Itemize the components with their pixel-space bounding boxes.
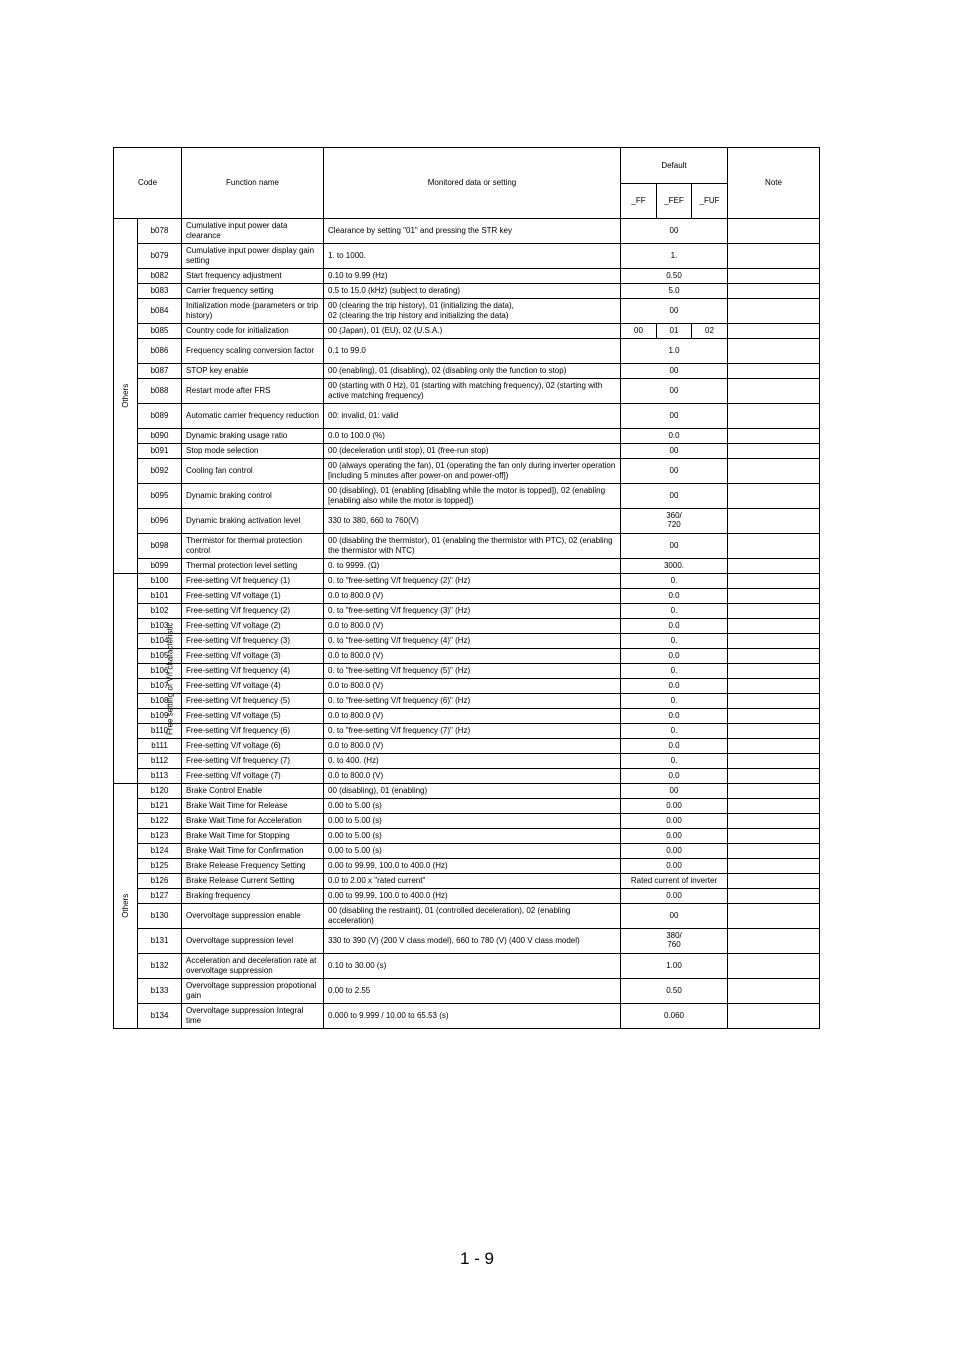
setting-cell: 0.00 to 99.99, 100.0 to 400.0 (Hz) [324, 859, 621, 874]
note-cell [728, 739, 820, 754]
note-cell [728, 709, 820, 724]
table-row [114, 874, 820, 889]
table-row [114, 649, 820, 664]
table-row [114, 339, 820, 364]
note-cell [728, 509, 820, 534]
setting-cell: 0. to "free-setting V/f frequency (7)" (Hz) [324, 724, 621, 739]
setting-cell: 0.0 to 800.0 (V) [324, 709, 621, 724]
default-cell: 3000. [621, 559, 728, 574]
table-row [114, 679, 820, 694]
table-row [114, 829, 820, 844]
note-cell [728, 694, 820, 709]
note-cell [728, 269, 820, 284]
note-cell [728, 649, 820, 664]
note-cell [728, 244, 820, 269]
table-row [114, 844, 820, 859]
default-cell: 0.00 [621, 844, 728, 859]
note-cell [728, 874, 820, 889]
setting-cell: 00 (disabling), 01 (enabling [disabling while the motor is topped]), 02 (enabling [enabling also while the motor is topped]) [324, 484, 621, 509]
note-cell [728, 799, 820, 814]
setting-cell: 0.00 to 99.99, 100.0 to 400.0 (Hz) [324, 889, 621, 904]
code-cell: b078 [138, 219, 182, 244]
default-cell: 02 [692, 324, 728, 339]
default-cell: 00 [621, 534, 728, 559]
default-cell: 00 [621, 379, 728, 404]
function-name-cell: Dynamic braking usage ratio [182, 429, 324, 444]
function-name-cell: Dynamic braking control [182, 484, 324, 509]
table-row [114, 954, 820, 979]
default-cell: 0. [621, 754, 728, 769]
setting-cell: 330 to 380, 660 to 760(V) [324, 509, 621, 534]
table-row [114, 694, 820, 709]
code-cell: b089 [138, 404, 182, 429]
default-cell: 0.00 [621, 799, 728, 814]
function-name-cell: Brake Wait Time for Release [182, 799, 324, 814]
note-cell [728, 784, 820, 799]
setting-cell: 00 (always operating the fan), 01 (operating the fan only during inverter operation [including 5 minutes after power-on and power-off]) [324, 459, 621, 484]
function-name-cell: Brake Wait Time for Stopping [182, 829, 324, 844]
setting-cell: 0.0 to 800.0 (V) [324, 679, 621, 694]
default-cell: 0. [621, 634, 728, 649]
code-cell: b103 [138, 619, 182, 634]
default-cell: 0.0 [621, 649, 728, 664]
code-cell: b134 [138, 1004, 182, 1029]
note-cell [728, 284, 820, 299]
code-cell: b096 [138, 509, 182, 534]
table-row [114, 1004, 820, 1029]
default-cell: 0.0 [621, 679, 728, 694]
default-cell: 1. [621, 244, 728, 269]
code-cell: b113 [138, 769, 182, 784]
table-row [114, 379, 820, 404]
function-name-cell: Brake Release Frequency Setting [182, 859, 324, 874]
setting-cell: 0. to 9999. (Ω) [324, 559, 621, 574]
table-row [114, 284, 820, 299]
setting-cell: 0.1 to 99.0 [324, 339, 621, 364]
group-label-cell [114, 219, 138, 574]
function-name-cell: STOP key enable [182, 364, 324, 379]
note-cell [728, 589, 820, 604]
table-row [114, 574, 820, 589]
code-cell: b106 [138, 664, 182, 679]
note-cell [728, 1004, 820, 1029]
table-row [114, 929, 820, 954]
table-row [114, 269, 820, 284]
code-cell: b087 [138, 364, 182, 379]
table-row [114, 709, 820, 724]
setting-cell: 0.00 to 5.00 (s) [324, 799, 621, 814]
code-cell: b123 [138, 829, 182, 844]
setting-cell: 0.00 to 5.00 (s) [324, 829, 621, 844]
note-cell [728, 859, 820, 874]
function-name-cell: Automatic carrier frequency reduction [182, 404, 324, 429]
setting-cell: 00 (clearing the trip history), 01 (initializing the data), 02 (clearing the trip history and initializing the data) [324, 299, 621, 324]
default-cell: 00 [621, 904, 728, 929]
setting-cell: 00 (deceleration until stop), 01 (free-run stop) [324, 444, 621, 459]
code-cell: b122 [138, 814, 182, 829]
code-cell: b131 [138, 929, 182, 954]
note-cell [728, 679, 820, 694]
function-name-cell: Cumulative input power display gain setting [182, 244, 324, 269]
default-cell: 0.0 [621, 709, 728, 724]
note-cell [728, 299, 820, 324]
code-cell: b133 [138, 979, 182, 1004]
default-cell: Rated current of inverter [621, 874, 728, 889]
note-cell [728, 664, 820, 679]
setting-cell: 00 (Japan), 01 (EU), 02 (U.S.A.) [324, 324, 621, 339]
note-cell [728, 219, 820, 244]
default-header: Default [621, 148, 728, 184]
default-cell: 0.00 [621, 814, 728, 829]
code-cell: b130 [138, 904, 182, 929]
code-cell: b086 [138, 339, 182, 364]
default-fuf-header: _FUF [692, 184, 728, 219]
function-name-cell: Cooling fan control [182, 459, 324, 484]
setting-cell: 0. to "free-setting V/f frequency (2)" (Hz) [324, 574, 621, 589]
setting-cell: 0.000 to 9.999 / 10.00 to 65.53 (s) [324, 1004, 621, 1029]
function-name-cell: Free-setting V/f frequency (5) [182, 694, 324, 709]
code-cell: b132 [138, 954, 182, 979]
default-cell: 0.0 [621, 619, 728, 634]
default-cell: 360/ 720 [621, 509, 728, 534]
code-cell: b124 [138, 844, 182, 859]
code-cell: b105 [138, 649, 182, 664]
code-cell: b112 [138, 754, 182, 769]
code-cell: b126 [138, 874, 182, 889]
table-row [114, 979, 820, 1004]
setting-cell: 0. to "free-setting V/f frequency (6)" (Hz) [324, 694, 621, 709]
note-cell [728, 429, 820, 444]
code-cell: b082 [138, 269, 182, 284]
note-cell [728, 634, 820, 649]
setting-cell: Clearance by setting "01" and pressing the STR key [324, 219, 621, 244]
table-row [114, 769, 820, 784]
setting-cell: 0.0 to 800.0 (V) [324, 739, 621, 754]
function-name-cell: Free-setting V/f frequency (6) [182, 724, 324, 739]
code-cell: b090 [138, 429, 182, 444]
function-name-cell: Brake Control Enable [182, 784, 324, 799]
function-name-cell: Free-setting V/f voltage (3) [182, 649, 324, 664]
note-cell [728, 364, 820, 379]
function-name-cell: Brake Wait Time for Confirmation [182, 844, 324, 859]
code-cell: b083 [138, 284, 182, 299]
table-row [114, 429, 820, 444]
default-cell: 00 [621, 219, 728, 244]
note-cell [728, 954, 820, 979]
default-cell: 0. [621, 604, 728, 619]
function-name-cell: Overvoltage suppression enable [182, 904, 324, 929]
default-ff-header: _FF [621, 184, 657, 219]
code-cell: b088 [138, 379, 182, 404]
setting-cell: 0.5 to 15.0 (kHz) (subject to derating) [324, 284, 621, 299]
note-cell [728, 844, 820, 859]
note-cell [728, 889, 820, 904]
default-cell: 00 [621, 484, 728, 509]
page-number: 1 - 9 [459, 1249, 495, 1268]
note-cell [728, 769, 820, 784]
setting-cell: 0.00 to 5.00 (s) [324, 814, 621, 829]
default-cell: 380/ 760 [621, 929, 728, 954]
setting-cell: 0.0 to 800.0 (V) [324, 619, 621, 634]
function-name-cell: Frequency scaling conversion factor [182, 339, 324, 364]
default-cell: 0.00 [621, 829, 728, 844]
function-name-cell: Start frequency adjustment [182, 269, 324, 284]
parameter-table [113, 147, 820, 1029]
default-cell: 0.0 [621, 589, 728, 604]
function-name-cell: Free-setting V/f voltage (5) [182, 709, 324, 724]
setting-cell: 0. to "free-setting V/f frequency (4)" (Hz) [324, 634, 621, 649]
code-cell: b102 [138, 604, 182, 619]
function-name-cell: Free-setting V/f frequency (7) [182, 754, 324, 769]
code-cell: b099 [138, 559, 182, 574]
default-cell: 0. [621, 664, 728, 679]
note-cell [728, 484, 820, 509]
table-row [114, 324, 820, 339]
table-row [114, 509, 820, 534]
code-cell: b084 [138, 299, 182, 324]
setting-cell: 0. to "free-setting V/f frequency (5)" (Hz) [324, 664, 621, 679]
default-cell: 0.50 [621, 979, 728, 1004]
setting-cell: 0.10 to 30.00 (s) [324, 954, 621, 979]
note-cell [728, 724, 820, 739]
function-name-cell: Free-setting V/f frequency (2) [182, 604, 324, 619]
default-cell: 00 [621, 459, 728, 484]
note-cell [728, 559, 820, 574]
function-name-cell: Restart mode after FRS [182, 379, 324, 404]
table-row [114, 784, 820, 799]
default-cell: 5.0 [621, 284, 728, 299]
default-cell: 0.0 [621, 769, 728, 784]
default-cell: 0.50 [621, 269, 728, 284]
function-name-cell: Free-setting V/f voltage (4) [182, 679, 324, 694]
function-name-cell: Free-setting V/f voltage (1) [182, 589, 324, 604]
default-cell: 0.0 [621, 739, 728, 754]
default-cell: 0.0 [621, 429, 728, 444]
function-name-cell: Thermistor for thermal protection control [182, 534, 324, 559]
code-cell: b079 [138, 244, 182, 269]
default-cell: 01 [657, 324, 692, 339]
setting-cell: 0.00 to 2.55 [324, 979, 621, 1004]
table-row [114, 889, 820, 904]
function-name-cell: Overvoltage suppression Integral time [182, 1004, 324, 1029]
table-row [114, 904, 820, 929]
note-header: Note [728, 148, 820, 219]
function-name-cell: Thermal protection level setting [182, 559, 324, 574]
table-body [114, 219, 820, 1029]
table-row [114, 859, 820, 874]
setting-cell: 0.0 to 800.0 (V) [324, 589, 621, 604]
table-row [114, 814, 820, 829]
table-row [114, 634, 820, 649]
table-row [114, 534, 820, 559]
setting-cell: 00 (enabling), 01 (disabling), 02 (disabling only the function to stop) [324, 364, 621, 379]
table-row [114, 589, 820, 604]
default-cell: 00 [621, 404, 728, 429]
note-cell [728, 929, 820, 954]
code-cell: b092 [138, 459, 182, 484]
function-name-cell: Carrier frequency setting [182, 284, 324, 299]
default-cell: 00 [621, 784, 728, 799]
default-cell: 0.00 [621, 859, 728, 874]
note-cell [728, 814, 820, 829]
table-row [114, 459, 820, 484]
code-cell: b100 [138, 574, 182, 589]
setting-cell: 00 (disabling the thermistor), 01 (enabling the thermistor with PTC), 02 (enabling the thermistor with NTC) [324, 534, 621, 559]
function-name-cell: Brake Release Current Setting [182, 874, 324, 889]
default-cell: 00 [621, 444, 728, 459]
function-name-cell: Free-setting V/f frequency (3) [182, 634, 324, 649]
note-cell [728, 444, 820, 459]
table-row [114, 664, 820, 679]
group-label: Free setting of V/f characteristic [165, 622, 175, 735]
setting-cell: 0.0 to 800.0 (V) [324, 769, 621, 784]
table-row [114, 619, 820, 634]
default-cell: 1.00 [621, 954, 728, 979]
note-cell [728, 379, 820, 404]
table-row [114, 404, 820, 429]
function-name-cell: Dynamic braking activation level [182, 509, 324, 534]
setting-cell: 1. to 1000. [324, 244, 621, 269]
group-label: Others [121, 383, 131, 409]
default-cell: 0.00 [621, 889, 728, 904]
note-cell [728, 459, 820, 484]
setting-cell: 00 (disabling the restraint), 01 (controlled deceleration), 02 (enabling acceleration) [324, 904, 621, 929]
setting-cell: 0.00 to 5.00 (s) [324, 844, 621, 859]
note-cell [728, 829, 820, 844]
table-header [114, 148, 820, 219]
setting-cell: 0.0 to 800.0 (V) [324, 649, 621, 664]
table-row [114, 799, 820, 814]
setting-cell: 0. to 400. (Hz) [324, 754, 621, 769]
group-label: Others [121, 893, 131, 919]
code-cell: b095 [138, 484, 182, 509]
note-cell [728, 404, 820, 429]
default-cell: 00 [621, 364, 728, 379]
code-cell: b110 [138, 724, 182, 739]
default-cell: 0.060 [621, 1004, 728, 1029]
note-cell [728, 604, 820, 619]
function-name-cell: Stop mode selection [182, 444, 324, 459]
code-cell: b104 [138, 634, 182, 649]
function-name-cell: Country code for initialization [182, 324, 324, 339]
code-cell: b125 [138, 859, 182, 874]
setting-cell: 0.0 to 2.00 x "rated current" [324, 874, 621, 889]
function-name-cell: Free-setting V/f frequency (1) [182, 574, 324, 589]
code-cell: b085 [138, 324, 182, 339]
code-cell: b109 [138, 709, 182, 724]
code-cell: b121 [138, 799, 182, 814]
default-cell: 1.0 [621, 339, 728, 364]
default-cell: 0. [621, 694, 728, 709]
note-cell [728, 324, 820, 339]
default-cell: 0. [621, 574, 728, 589]
table-row [114, 219, 820, 244]
table-row [114, 444, 820, 459]
function-name-cell: Free-setting V/f voltage (7) [182, 769, 324, 784]
setting-cell: 00 (starting with 0 Hz), 01 (starting with matching frequency), 02 (starting with active matching frequency) [324, 379, 621, 404]
table-row [114, 364, 820, 379]
code-cell: b107 [138, 679, 182, 694]
setting-cell: 00 (disabling), 01 (enabling) [324, 784, 621, 799]
default-fef-header: _FEF [657, 184, 692, 219]
function-name-cell: Brake Wait Time for Acceleration [182, 814, 324, 829]
table-row [114, 604, 820, 619]
setting-cell: 0. to "free-setting V/f frequency (3)" (Hz) [324, 604, 621, 619]
function-name-cell: Free-setting V/f voltage (2) [182, 619, 324, 634]
note-cell [728, 904, 820, 929]
code-cell: b101 [138, 589, 182, 604]
code-cell: b091 [138, 444, 182, 459]
function-name-cell: Braking frequency [182, 889, 324, 904]
function-name-cell: Initialization mode (parameters or trip history) [182, 299, 324, 324]
note-cell [728, 979, 820, 1004]
table-row [114, 739, 820, 754]
note-cell [728, 574, 820, 589]
note-cell [728, 754, 820, 769]
code-cell: b111 [138, 739, 182, 754]
default-cell: 00 [621, 299, 728, 324]
code-cell: b098 [138, 534, 182, 559]
table-row [114, 244, 820, 269]
default-cell: 00 [621, 324, 657, 339]
setting-cell: 0.10 to 9.99 (Hz) [324, 269, 621, 284]
function-name-cell: Overvoltage suppression propotional gain [182, 979, 324, 1004]
function-name-cell: Free-setting V/f frequency (4) [182, 664, 324, 679]
function-name-cell: Cumulative input power data clearance [182, 219, 324, 244]
default-cell: 0. [621, 724, 728, 739]
note-cell [728, 534, 820, 559]
table-row [114, 724, 820, 739]
function-name-header: Function name [182, 148, 324, 219]
code-cell: b127 [138, 889, 182, 904]
setting-cell: 0.0 to 100.0 (%) [324, 429, 621, 444]
code-header: Code [114, 148, 182, 219]
function-name-cell: Acceleration and deceleration rate at overvoltage suppression [182, 954, 324, 979]
monitored-data-header: Monitored data or setting [324, 148, 621, 219]
function-name-cell: Overvoltage suppression level [182, 929, 324, 954]
table-row [114, 754, 820, 769]
code-cell: b120 [138, 784, 182, 799]
note-cell [728, 339, 820, 364]
setting-cell: 00: invalid, 01: valid [324, 404, 621, 429]
group-label-cell [114, 784, 138, 1029]
code-cell: b108 [138, 694, 182, 709]
table-row [114, 299, 820, 324]
table-row [114, 484, 820, 509]
table-row [114, 559, 820, 574]
note-cell [728, 619, 820, 634]
function-name-cell: Free-setting V/f voltage (6) [182, 739, 324, 754]
setting-cell: 330 to 390 (V) (200 V class model), 660 to 780 (V) (400 V class model) [324, 929, 621, 954]
